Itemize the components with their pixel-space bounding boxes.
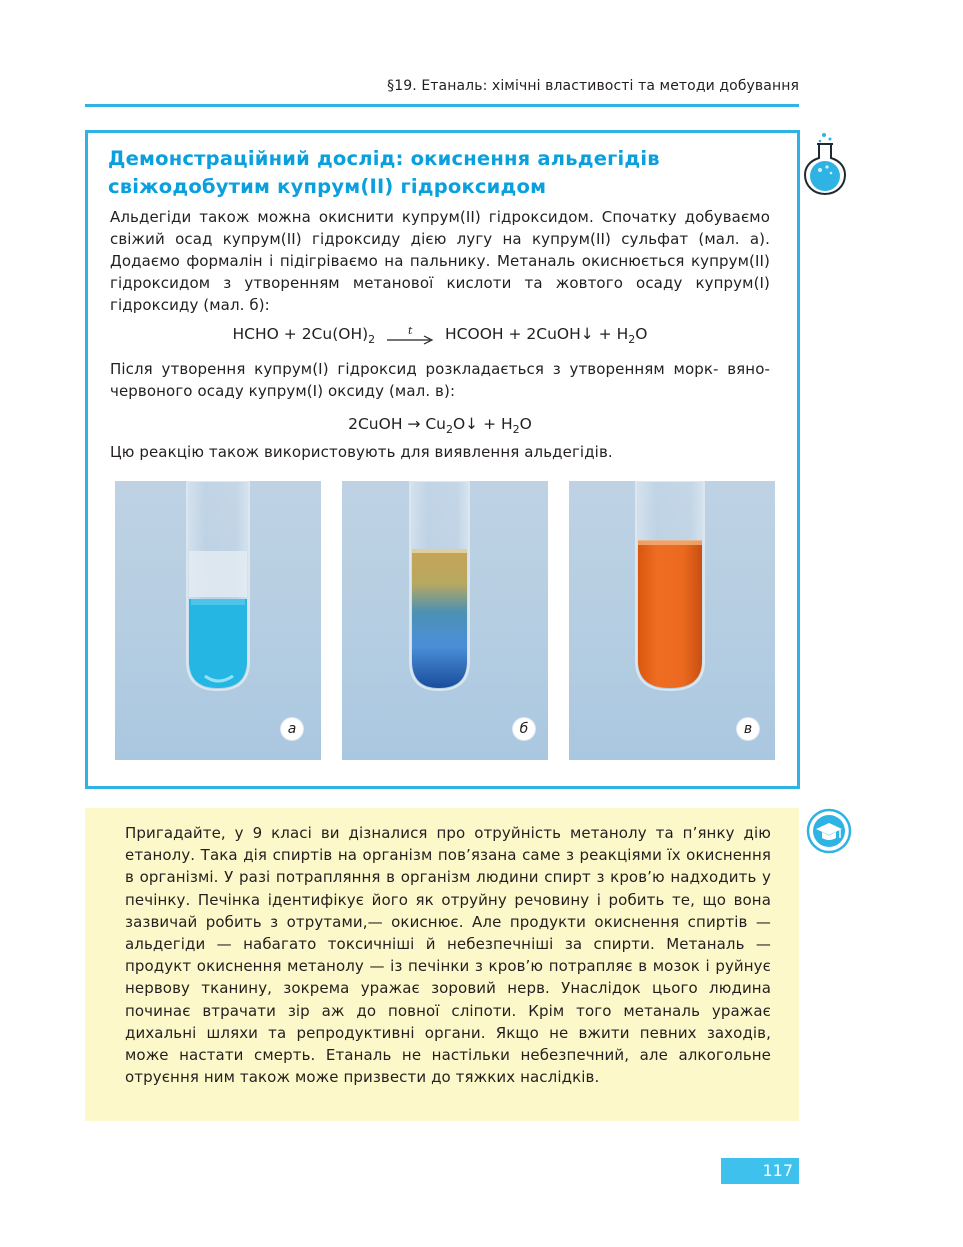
eq2-subscript-2: 2 — [512, 423, 520, 436]
eq2-mid: O↓ + H — [452, 415, 513, 433]
running-header: §19. Етаналь: хімічні властивості та методи добування — [387, 78, 799, 94]
eq1-right-subscript: 2 — [628, 333, 636, 346]
eq1-arrow-label: t — [408, 326, 413, 337]
page-number-box — [721, 1158, 799, 1184]
test-tube-photo-a — [115, 481, 321, 760]
equation-2 — [110, 413, 770, 435]
title-line-2: свіжодобутим купрум(ІІ) гідроксидом — [108, 175, 547, 198]
eq1-right: HCOOH + 2CuOH↓ + H — [445, 325, 629, 343]
note-text: Пригадайте, у 9 класі ви дізналися про отруйність метанолу та п’янку дію етанолу. Така дія спиртів на організм пов’язана саме з реакціями їх окиснення в організмі. У разі потрапляння в організм людини спирт з кров’ю надходить у печінку. Печінка ідентифікує його як отруйну речовину і робить те, що вона зазвичай робить з отрутами,— окиснює. Але продукти окиснення спиртів — альдегіди — набагато токсичніші й небезпечніші за спирти. Метаналь — продукт окиснення метанолу — із печінки з кров’ю потрапляє в мозок і руйнує нервову тканину, зокрема уражає зоровий нерв. Унаслідок цього людина починає втрачати зір аж до повної сліпоти. Крім того метаналь уражає дихальні шляхи та репродуктивні органи. Якщо не вжити певних заходів, може настати смерть. Етаналь не настільки небезпечний, але алкогольне отруєння ним також може призвести до тяжких наслідків. — [125, 824, 771, 1087]
eq1-right-end: O — [635, 325, 648, 343]
paragraph-3: Цю реакцію також використовують для виявлення альдегідів. — [110, 443, 613, 461]
eq2-end: O — [519, 415, 532, 433]
flask-icon — [803, 130, 847, 196]
equation-1 — [110, 323, 770, 345]
demonstration-title — [108, 145, 788, 201]
header-rule — [85, 104, 799, 107]
photo-label-a: а — [280, 717, 304, 741]
photo-label-b: б — [512, 717, 536, 741]
test-tube-photo-v — [569, 481, 775, 760]
eq1-left-subscript: 2 — [368, 333, 376, 346]
paragraph-1: Альдегіди також можна окиснити купрум(ІІ) гідроксидом. Спочатку добуваємо свіжий осад купрум(ІІ) гідроксиду дією лугу на купрум(ІІ) сульфат (мал. а). Додаємо формалін і підігріваємо на пальнику. Метаналь окиснюється купрум(ІІ) гідроксидом з утворенням метанової кислоти та жовтого осаду купрум(І) гідроксиду (мал. б): — [110, 208, 770, 314]
reaction-arrow-heat — [386, 327, 434, 343]
eq2-subscript-1: 2 — [445, 423, 453, 436]
eq2-left: 2CuOH → Cu — [348, 415, 446, 433]
page-number: 117 — [762, 1161, 793, 1180]
paragraph-2: Після утворення купрум(І) гідроксид розкладається з утворенням морк- вяно-червоного осаду купрум(І) оксиду (мал. в): — [110, 360, 770, 400]
title-line-1: Демонстраційний дослід: окиснення альдегідів — [108, 147, 660, 170]
test-tube-photo-b — [342, 481, 548, 760]
photo-label-v: в — [736, 717, 760, 741]
graduation-cap-icon — [806, 808, 852, 854]
eq1-left: HCHO + 2Cu(OH) — [232, 325, 369, 343]
